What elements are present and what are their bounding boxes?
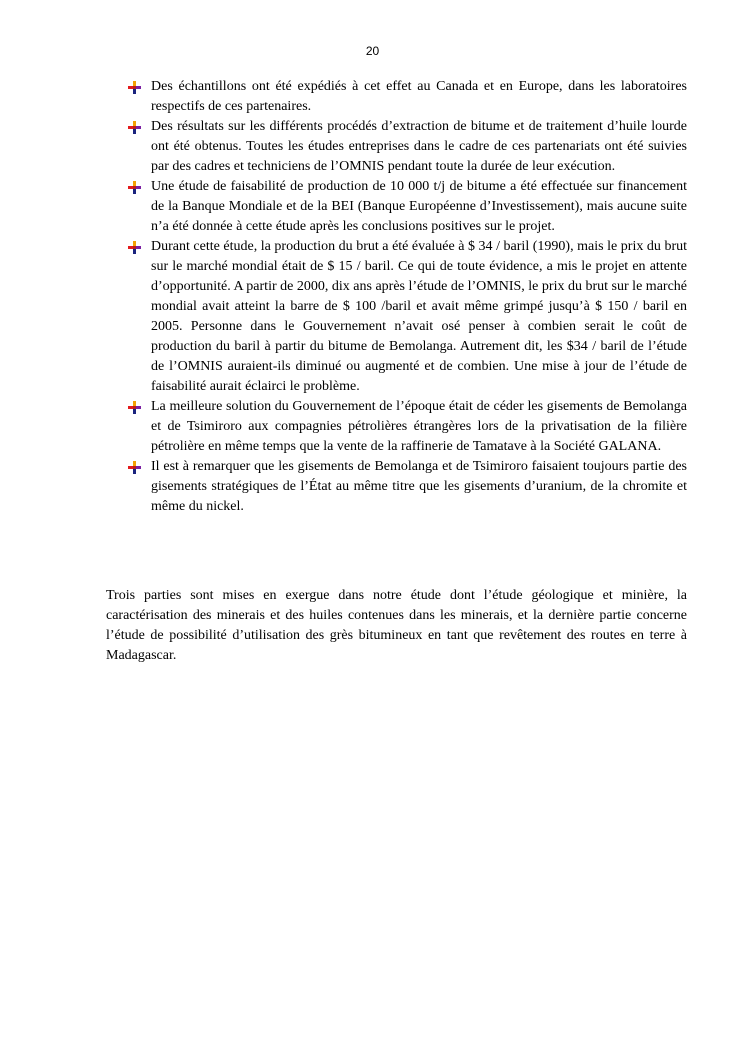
bullet-item — [128, 237, 687, 397]
bullet-item — [128, 397, 687, 457]
bullet-list — [128, 77, 687, 517]
bullet-item — [128, 77, 687, 117]
plus-cross-bullet-icon — [128, 121, 141, 134]
plus-cross-bullet-icon — [128, 401, 141, 414]
plus-cross-bullet-icon — [128, 241, 141, 254]
closing-paragraph: Trois parties sont mises en exergue dans notre étude dont l’étude géologique et minière, la caractérisation des minerais et des huiles contenues dans les minerais, et la dernière partie concerne l’étude de possibilité d’utilisation des grès bitumineux en tant que revêtement des routes en terre à Madagascar. — [106, 588, 687, 663]
bullet-item — [128, 177, 687, 237]
bullet-text: Une étude de faisabilité de production de 10 000 t/j de bitume a été effectuée sur financement de la Banque Mondiale et de la BEI (Banque Européenne d’Investissement), mais aucune suite n’a été donnée à cette étude après les conclusions positives sur le projet. — [151, 179, 687, 234]
bullet-item — [128, 117, 687, 177]
bullet-text: Des résultats sur les différents procédés d’extraction de bitume et de traitement d’huile lourde ont été obtenus. Toutes les études entreprises dans le cadre de ces partenariats ont été suivies par des cadres et techniciens de l’OMNIS pendant toute la durée de leur exécution. — [151, 119, 687, 174]
page-number: 20 — [365, 44, 380, 58]
plus-cross-bullet-icon — [128, 461, 141, 474]
plus-cross-bullet-icon — [128, 181, 141, 194]
bullet-text: La meilleure solution du Gouvernement de l’époque était de céder les gisements de Bemolanga et de Tsimiroro aux compagnies pétrolières étrangères lors de la privatisation de la filière pétrolière en même temps que la vente de la raffinerie de Tamatave à la Société GALANA. — [151, 399, 687, 454]
bullet-text: Des échantillons ont été expédiés à cet effet au Canada et en Europe, dans les laboratoires respectifs de ces partenaires. — [151, 79, 687, 114]
bullet-item — [128, 457, 687, 517]
bullet-text: Durant cette étude, la production du brut a été évaluée à $ 34 / baril (1990), mais le prix du brut sur le marché mondial était de $ 15 / baril. Ce qui de toute évidence, a mis le projet en attente d’opportunité. A partir de 2000, dix ans après l’étude de l’OMNIS, le prix du brut sur le marché mondial avait atteint la barre de $ 100 /baril et avait même grimpé jusqu’à $ 150 / baril en 2005. Personne dans le Gouvernement n’avait osé penser à combien serait le coût de production du baril à partir du bitume de Bemolanga. Autrement dit, les $34 / baril de l’étude de l’OMNIS auraient-ils diminué ou augmenté et de combien. Une mise à jour de l’étude de faisabilité aurait éclairci le problème. — [151, 239, 687, 394]
plus-cross-bullet-icon — [128, 81, 141, 94]
bullet-text: Il est à remarquer que les gisements de Bemolanga et de Tsimiroro faisaient toujours partie des gisements stratégiques de l’État au même titre que les gisements d’uranium, de la chromite et même du nickel. — [151, 459, 687, 514]
